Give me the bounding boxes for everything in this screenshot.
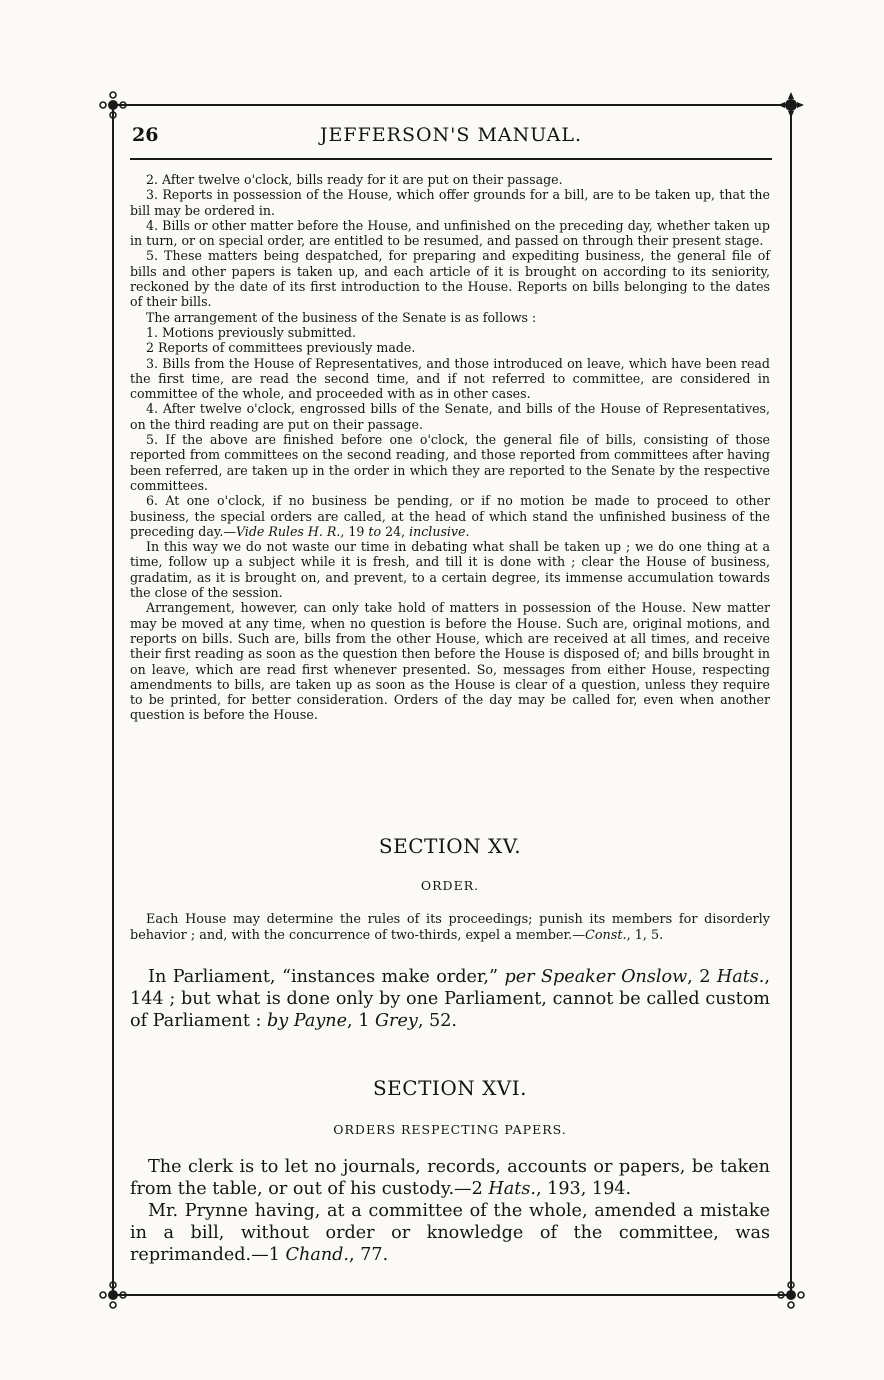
page-number: 26 — [132, 124, 159, 146]
paragraph-large: The clerk is to let no journals, records, accounts or papers, be taken from the table, or out of his custody.—2 Hats., 193, 194. Mr. Prynne having, at a committee of the whole, amended a mistake in a bill, without order or knowledge of the committee, was reprimanded.—1 Chand., 77. — [130, 1157, 770, 1265]
corner-ornament-icon — [777, 91, 805, 119]
house-list-item: 4. Bills or other matter before the House, and unfinished on the preceding day, whether taken up in turn, or on special order, are entitled to be resumed, and passed on through their present stage. — [130, 217, 770, 249]
paragraph: Each House may determine the rules of its proceedings; punish its members for disorderly behavior ; and, with the concurrence of two-thirds, expel a member.—Const., 1, 5. — [130, 912, 770, 943]
paragraph-large: In Parliament, “instances make order,” per Speaker Onslow, 2 Hats., 144 ; but what is done only by one Parliament, cannot be called custom of Parliament : by Payne, 1 Grey, 52. — [130, 967, 770, 1031]
corner-ornament-icon — [99, 1281, 127, 1309]
frame-left-rule — [112, 104, 114, 1294]
senate-list-item: 3. Bills from the House of Representatives, and those introduced on leave, which have been read the first time, are read the second time, and if not referred to committee, are considered in committee of the whole, and proceeded with as in other cases. — [130, 355, 770, 402]
house-list-item: 3. Reports in possession of the House, which offer grounds for a bill, are to be taken up, that the bill may be ordered in. — [130, 187, 770, 218]
page-header — [130, 124, 772, 154]
paragraph: In this way we do not waste our time in debating what shall be taken up ; we do one thing at a time, follow up a subject while it is fresh, and till it is done with ; clear the House of business, gradatim, as it is brought on, and prevent, to a certain degree, its immense accumulation towards the close of the session. — [130, 539, 770, 601]
senate-list-item: 2 Reports of committees previously made. — [146, 340, 416, 356]
house-list-item: 2. After twelve o'clock, bills ready for it are put on their passage. — [146, 172, 563, 187]
senate-list-item: 1. Motions previously submitted. — [146, 324, 356, 340]
section-title: SECTION XV. — [378, 834, 522, 858]
senate-list-item: 5. If the above are finished before one o'clock, the general file of bills, consisting of those reported from committees on the second reading, and those reported from committees after having been referred, are taken up in the order in which they are reported to the Senate by the respective committees. — [130, 432, 770, 493]
senate-intro: The arrangement of the business of the Senate is as follows : — [146, 309, 537, 325]
senate-list-item: 6. At one o'clock, if no business be pending, or if no motion be made to proceed to other business, the special orders are called, at the head of which stand the unfinished business of the preceding day.—Vide Rules H. R., 19 to 24, inclusive. — [130, 493, 770, 539]
frame-right-rule — [790, 104, 792, 1294]
paragraph: Arrangement, however, can only take hold of matters in possession of the House. New matter may be moved at any time, when no question is before the House. Such are, original motions, and reports on bills. Such are, bills from the other House, which are received at all times, and receive their first reading as soon as the question then before the House is disposed of; and bills brought in on leave, which are read first whenever presented. So, messages from either House, respecting amendments to bills, are taken up as soon as the House is clear of a question, unless they require to be printed, for better consideration. Orders of the day may be called for, even when another question is before the House. — [130, 600, 770, 723]
body-text — [130, 172, 770, 723]
frame-bottom-rule — [112, 1294, 792, 1296]
section-subtitle: ORDERS RESPECTING PAPERS. — [333, 1122, 567, 1137]
frame-top-rule — [112, 104, 792, 106]
section-subtitle: ORDER. — [420, 878, 480, 893]
section-title: SECTION XVI. — [372, 1076, 528, 1100]
house-list-item: 5. These matters being despatched, for preparing and expediting business, the general file of bills and other papers is taken up, and each article of it is brought on according to its seniority, reckoned by the date of its first introduction to the House. Reports on bills belonging to the dates of their bills. — [130, 248, 770, 310]
corner-ornament-icon — [777, 1281, 805, 1309]
header-rule — [130, 158, 772, 160]
running-title: JEFFERSON'S MANUAL. — [319, 124, 583, 146]
senate-list-item: 4. After twelve o'clock, engrossed bills of the Senate, and bills of the House of Representatives, on the third reading are put on their passage. — [130, 401, 770, 432]
corner-ornament-icon — [99, 91, 127, 119]
